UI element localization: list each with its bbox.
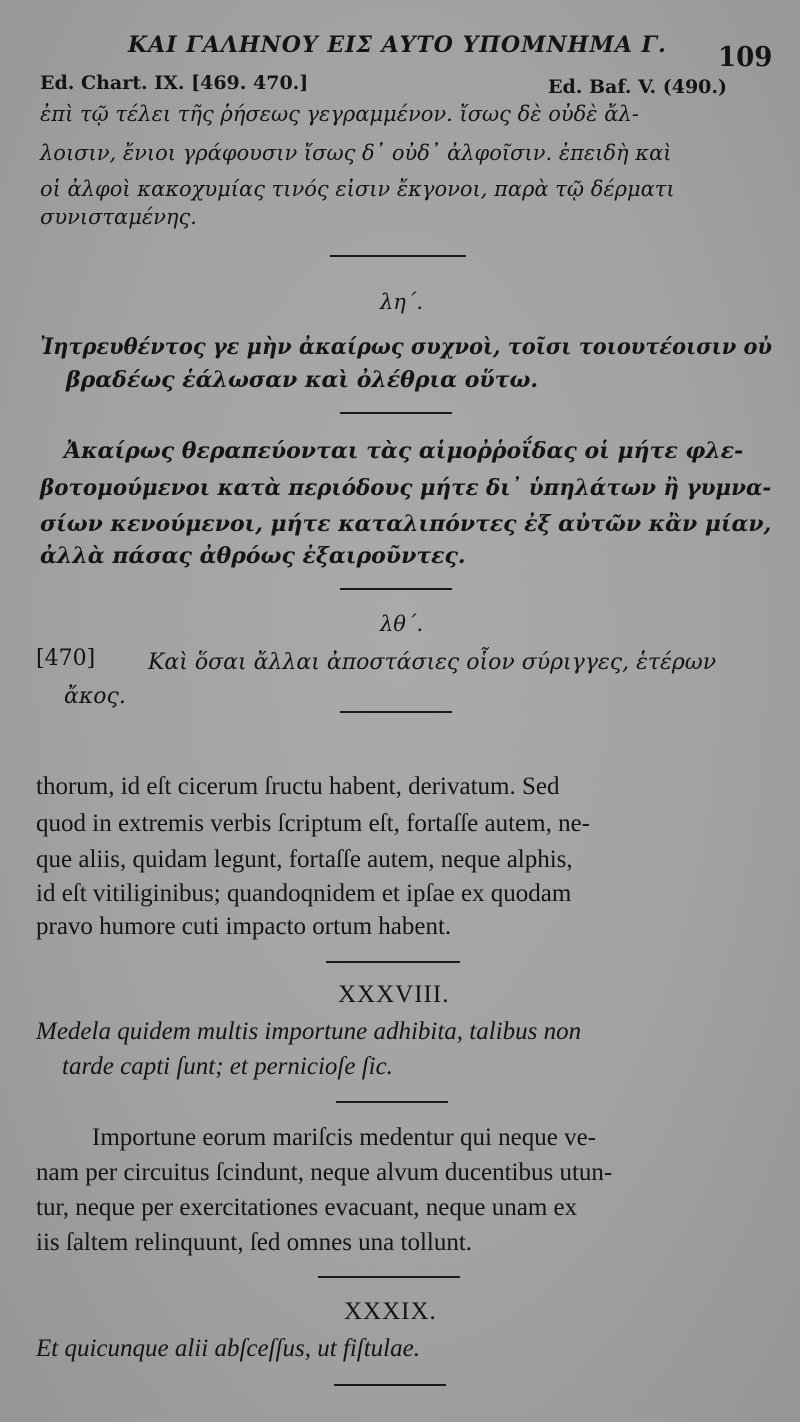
latin-intro-line: quod in extremis verbis ſcriptum eſt, fortaſſe autem, ne-	[36, 810, 591, 837]
greek-intro-line: οἱ ἀλφοὶ κακοχυμίας τινός εἰσιν ἔκγονοι, παρὰ τῷ δέρματι	[40, 177, 675, 201]
aphorism-line-greek: Ἰητρευθέντος γε μὴν ἀκαίρως συχνοὶ, τοῖσι τοιουτέοισιν οὐ	[40, 334, 773, 360]
latin-intro-line: id eſt vitiliginibus; quandoqnidem et ipſae ex quodam	[36, 880, 572, 907]
edition-reference-left: Ed. Chart. IX. [469. 470.]	[40, 72, 309, 94]
aphorism-line-latin: Medela quidem multis importune adhibita, talibus non	[36, 1018, 582, 1045]
commentary-line-greek: σίων κενούμενοι, μήτε καταλιπόντες ἐξ αὐτῶν κἂν μίαν,	[40, 511, 772, 537]
edition-reference-right: Ed. Baf. V. (490.)	[548, 76, 727, 98]
section-divider	[336, 1101, 448, 1103]
section-number-greek: λθ΄.	[380, 612, 424, 636]
latin-intro-line: pravo humore cuti impacto ortum habent.	[36, 913, 452, 940]
greek-intro-line: ἐπὶ τῷ τέλει τῆς ῥήσεως γεγραμμένον. ἴσως δὲ οὐδὲ ἄλ-	[40, 102, 639, 126]
commentary-line-latin: nam per circuitus ſcindunt, neque alvum ducentibus utun-	[36, 1159, 613, 1186]
commentary-line-greek: ἀλλὰ πάσας ἀθρόως ἐξαιροῦντες.	[40, 543, 466, 569]
page-number: 109	[718, 42, 773, 73]
section-divider	[340, 588, 452, 590]
greek-intro-line: συνισταμένης.	[40, 205, 197, 229]
aphorism-line-greek: βραδέως ἑάλωσαν καὶ ὀλέθρια οὕτω.	[66, 367, 539, 393]
aphorism-line-latin: Et quicunque alii abſceſſus, ut fiſtulae.	[36, 1335, 420, 1362]
aphorism-line-greek: ἄκος.	[64, 684, 126, 709]
page-marker: [470]	[36, 646, 96, 671]
section-divider	[340, 412, 452, 414]
commentary-line-greek: Ἀκαίρως θεραπεύονται τὰς αἱμοῤῥοΐδας οἱ μήτε φλε-	[64, 438, 744, 464]
running-header-title: ΚΑΙ ΓΑΛΗΝΟΥ ΕΙΣ ΑΥΤΟ ΥΠΟΜΝΗΜΑ Γ.	[128, 32, 667, 58]
section-number-greek: λη΄.	[380, 290, 424, 314]
aphorism-line-latin: tarde capti ſunt; et pernicioſe ſic.	[62, 1053, 393, 1080]
section-divider	[334, 1384, 446, 1386]
latin-intro-line: que aliis, quidam legunt, fortaſſe autem, neque alphis,	[36, 846, 573, 873]
latin-intro-line: thorum, id eſt cicerum ſructu habent, derivatum. Sed	[36, 773, 560, 800]
section-divider	[326, 961, 460, 963]
greek-intro-line: λοισιν, ἔνιοι γράφουσιν ἴσως δ᾽ οὐδ᾽ ἀλφοῖσιν. ἐπειδὴ καὶ	[40, 141, 672, 165]
section-divider	[318, 1276, 460, 1278]
section-number-latin: XXXVIII.	[338, 981, 450, 1008]
commentary-line-latin: Importune eorum mariſcis medentur qui neque ve-	[92, 1124, 597, 1151]
commentary-line-latin: iis ſaltem relinquunt, ſed omnes una tollunt.	[36, 1229, 473, 1256]
commentary-line-latin: tur, neque per exercitationes evacuant, neque unam ex	[36, 1194, 578, 1221]
section-number-latin: XXXIX.	[344, 1298, 437, 1325]
commentary-line-greek: βοτομούμενοι κατὰ περιόδους μήτε δι᾽ ὑπηλάτων ἢ γυμνα-	[40, 475, 772, 501]
aphorism-line-greek: Καὶ ὅσαι ἄλλαι ἀποστάσιες οἷον σύριγγες, ἑτέρων	[148, 650, 717, 675]
section-divider	[340, 711, 452, 713]
section-divider	[330, 255, 466, 257]
